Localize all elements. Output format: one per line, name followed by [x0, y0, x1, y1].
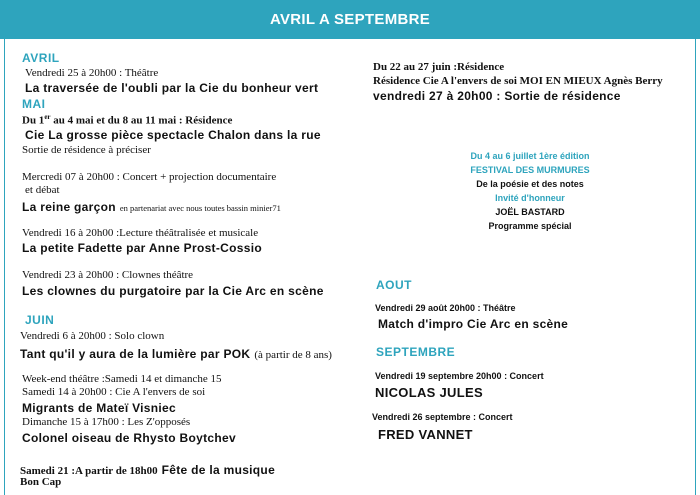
- event-title-row: [22, 199, 281, 215]
- event-date: Vendredi 25 à 20h00 : Théâtre: [25, 67, 159, 79]
- event-note: Sortie de résidence à préciser: [22, 144, 151, 156]
- month-aout: AOUT: [376, 278, 412, 292]
- event-title: La reine garçon: [22, 200, 116, 214]
- month-septembre: SEPTEMBRE: [376, 345, 456, 359]
- event-title: Tant qu'il y aura de la lumière par POK: [20, 347, 251, 361]
- event-date: Vendredi 6 à 20h00 : Solo clown: [20, 330, 165, 342]
- festival-name: FESTIVAL DES MURMURES: [470, 165, 590, 175]
- event-subtitle: Résidence Cie A l'envers de soi MOI EN MIEUX Agnès Berry: [373, 75, 663, 87]
- festival-dates: Du 4 au 6 juillet 1ère édition: [470, 151, 590, 161]
- event-date: Vendredi 16 à 20h00 :Lecture théâtralisée et musicale: [22, 227, 259, 239]
- festival-guest-label: Invité d'honneur: [495, 193, 565, 203]
- event-date: Samedi 14 à 20h00 : Cie A l'envers de soi: [22, 386, 206, 398]
- month-avril: AVRIL: [22, 51, 60, 65]
- event-date: Vendredi 19 septembre 20h00 : Concert: [375, 371, 544, 381]
- month-mai: MAI: [22, 97, 46, 111]
- event-title: FRED VANNET: [378, 427, 473, 442]
- event-date: Mercredi 07 à 20h00 : Concert + projection documentaire: [22, 171, 277, 183]
- event-title: Les clownes du purgatoire par la Cie Arc en scène: [22, 284, 324, 298]
- event-date: Dimanche 15 à 17h00 : Les Z'opposés: [22, 416, 191, 428]
- header-banner: [0, 0, 700, 38]
- festival-guest-name: JOËL BASTARD: [495, 207, 565, 217]
- event-note: Bon Cap: [20, 476, 62, 488]
- left-border: [4, 38, 5, 495]
- festival-subtitle: De la poésie et des notes: [476, 179, 584, 189]
- month-juin: JUIN: [25, 313, 55, 327]
- event-title: La traversée de l'oubli par la Cie du bonheur vert: [25, 81, 319, 95]
- event-date: [22, 114, 232, 127]
- event-date: Week-end théâtre :Samedi 14 et dimanche 15: [22, 373, 222, 385]
- event-date: Vendredi 26 septembre : Concert: [372, 412, 513, 422]
- event-title-row: [20, 346, 332, 362]
- event-title: NICOLAS JULES: [375, 385, 483, 400]
- event-date: Samedi 21 :A partir de 18h00: [20, 465, 158, 477]
- event-date: Vendredi 29 août 20h00 : Théâtre: [375, 303, 516, 313]
- header-underline: [0, 38, 700, 39]
- event-title: Migrants de Mateï Visniec: [22, 401, 176, 415]
- event-title: vendredi 27 à 20h00 : Sortie de résidence: [373, 89, 621, 103]
- date-sup: er: [44, 113, 51, 121]
- event-date: et débat: [25, 184, 60, 196]
- date-part: Du 1: [22, 114, 45, 127]
- date-part: au 4 mai et du 8 au 11 mai : Résidence: [50, 114, 233, 127]
- event-note: en partenariat avec nous toutes bassin minier71: [119, 203, 281, 213]
- event-title: Cie La grosse pièce spectacle Chalon dans la rue: [25, 128, 321, 142]
- festival-program: Programme spécial: [488, 221, 572, 231]
- event-title: Fête de la musique: [161, 463, 276, 477]
- event-title: La petite Fadette par Anne Prost-Cossio: [22, 241, 262, 255]
- event-note: (à partir de 8 ans): [254, 349, 332, 361]
- page-title: AVRIL A SEPTEMBRE: [269, 10, 431, 28]
- event-title: Match d'impro Cie Arc en scène: [378, 317, 569, 331]
- event-date: Vendredi 23 à 20h00 : Clownes théâtre: [22, 269, 194, 281]
- event-title: Colonel oiseau de Rhysto Boytchev: [22, 431, 236, 445]
- event-date: Du 22 au 27 juin :Résidence: [373, 61, 505, 73]
- right-border: [695, 38, 696, 495]
